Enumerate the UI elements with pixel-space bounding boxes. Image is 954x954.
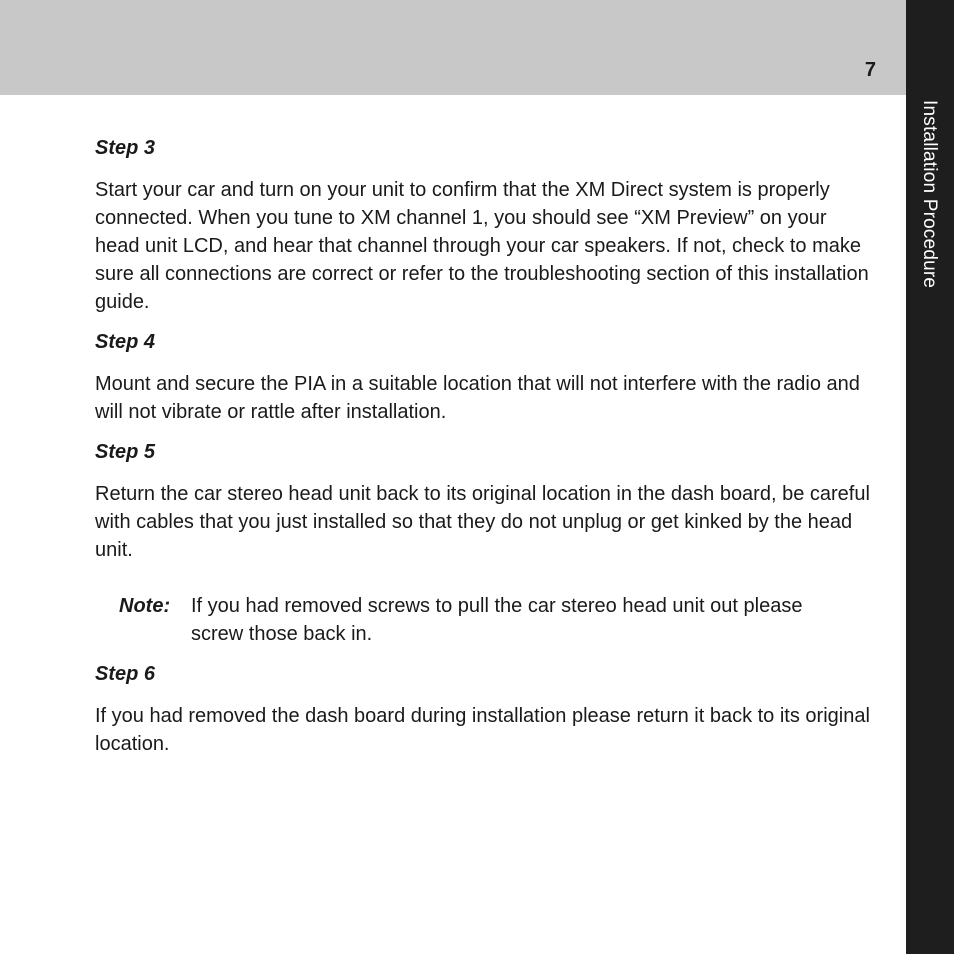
step-4-text: Mount and secure the PIA in a suitable location that will not interfere with the radio and will not vibrate or rattle after installation. xyxy=(95,373,860,423)
section-side-tab xyxy=(906,0,954,954)
page-header-band xyxy=(0,0,906,95)
step-5-text: Return the car stereo head unit back to its original location in the dash board, be careful with cables that you just installed so that they do not unplug or get kinked by the head unit. xyxy=(95,483,870,561)
note-text: If you had removed screws to pull the car stereo head unit out please screw those back in. xyxy=(191,595,803,645)
note-label: Note: xyxy=(119,595,171,617)
section-title: Installation Procedure xyxy=(919,100,940,289)
step-3-heading: Step 3 xyxy=(95,137,156,159)
step-4-heading: Step 4 xyxy=(95,331,156,353)
step-5-heading: Step 5 xyxy=(95,441,156,463)
step-3-text: Start your car and turn on your unit to confirm that the XM Direct system is properly connected. When you tune to XM channel 1, you should see “XM Preview” on your head unit LCD, and hear that channel through your car speakers. If not, check to make sure all connections are correct or refer to the troubleshooting section of this installation guide. xyxy=(95,179,869,313)
step-6-heading: Step 6 xyxy=(95,663,156,685)
page-number: 7 xyxy=(864,59,876,81)
step-6-text: If you had removed the dash board during installation please return it back to its original location. xyxy=(95,705,870,755)
